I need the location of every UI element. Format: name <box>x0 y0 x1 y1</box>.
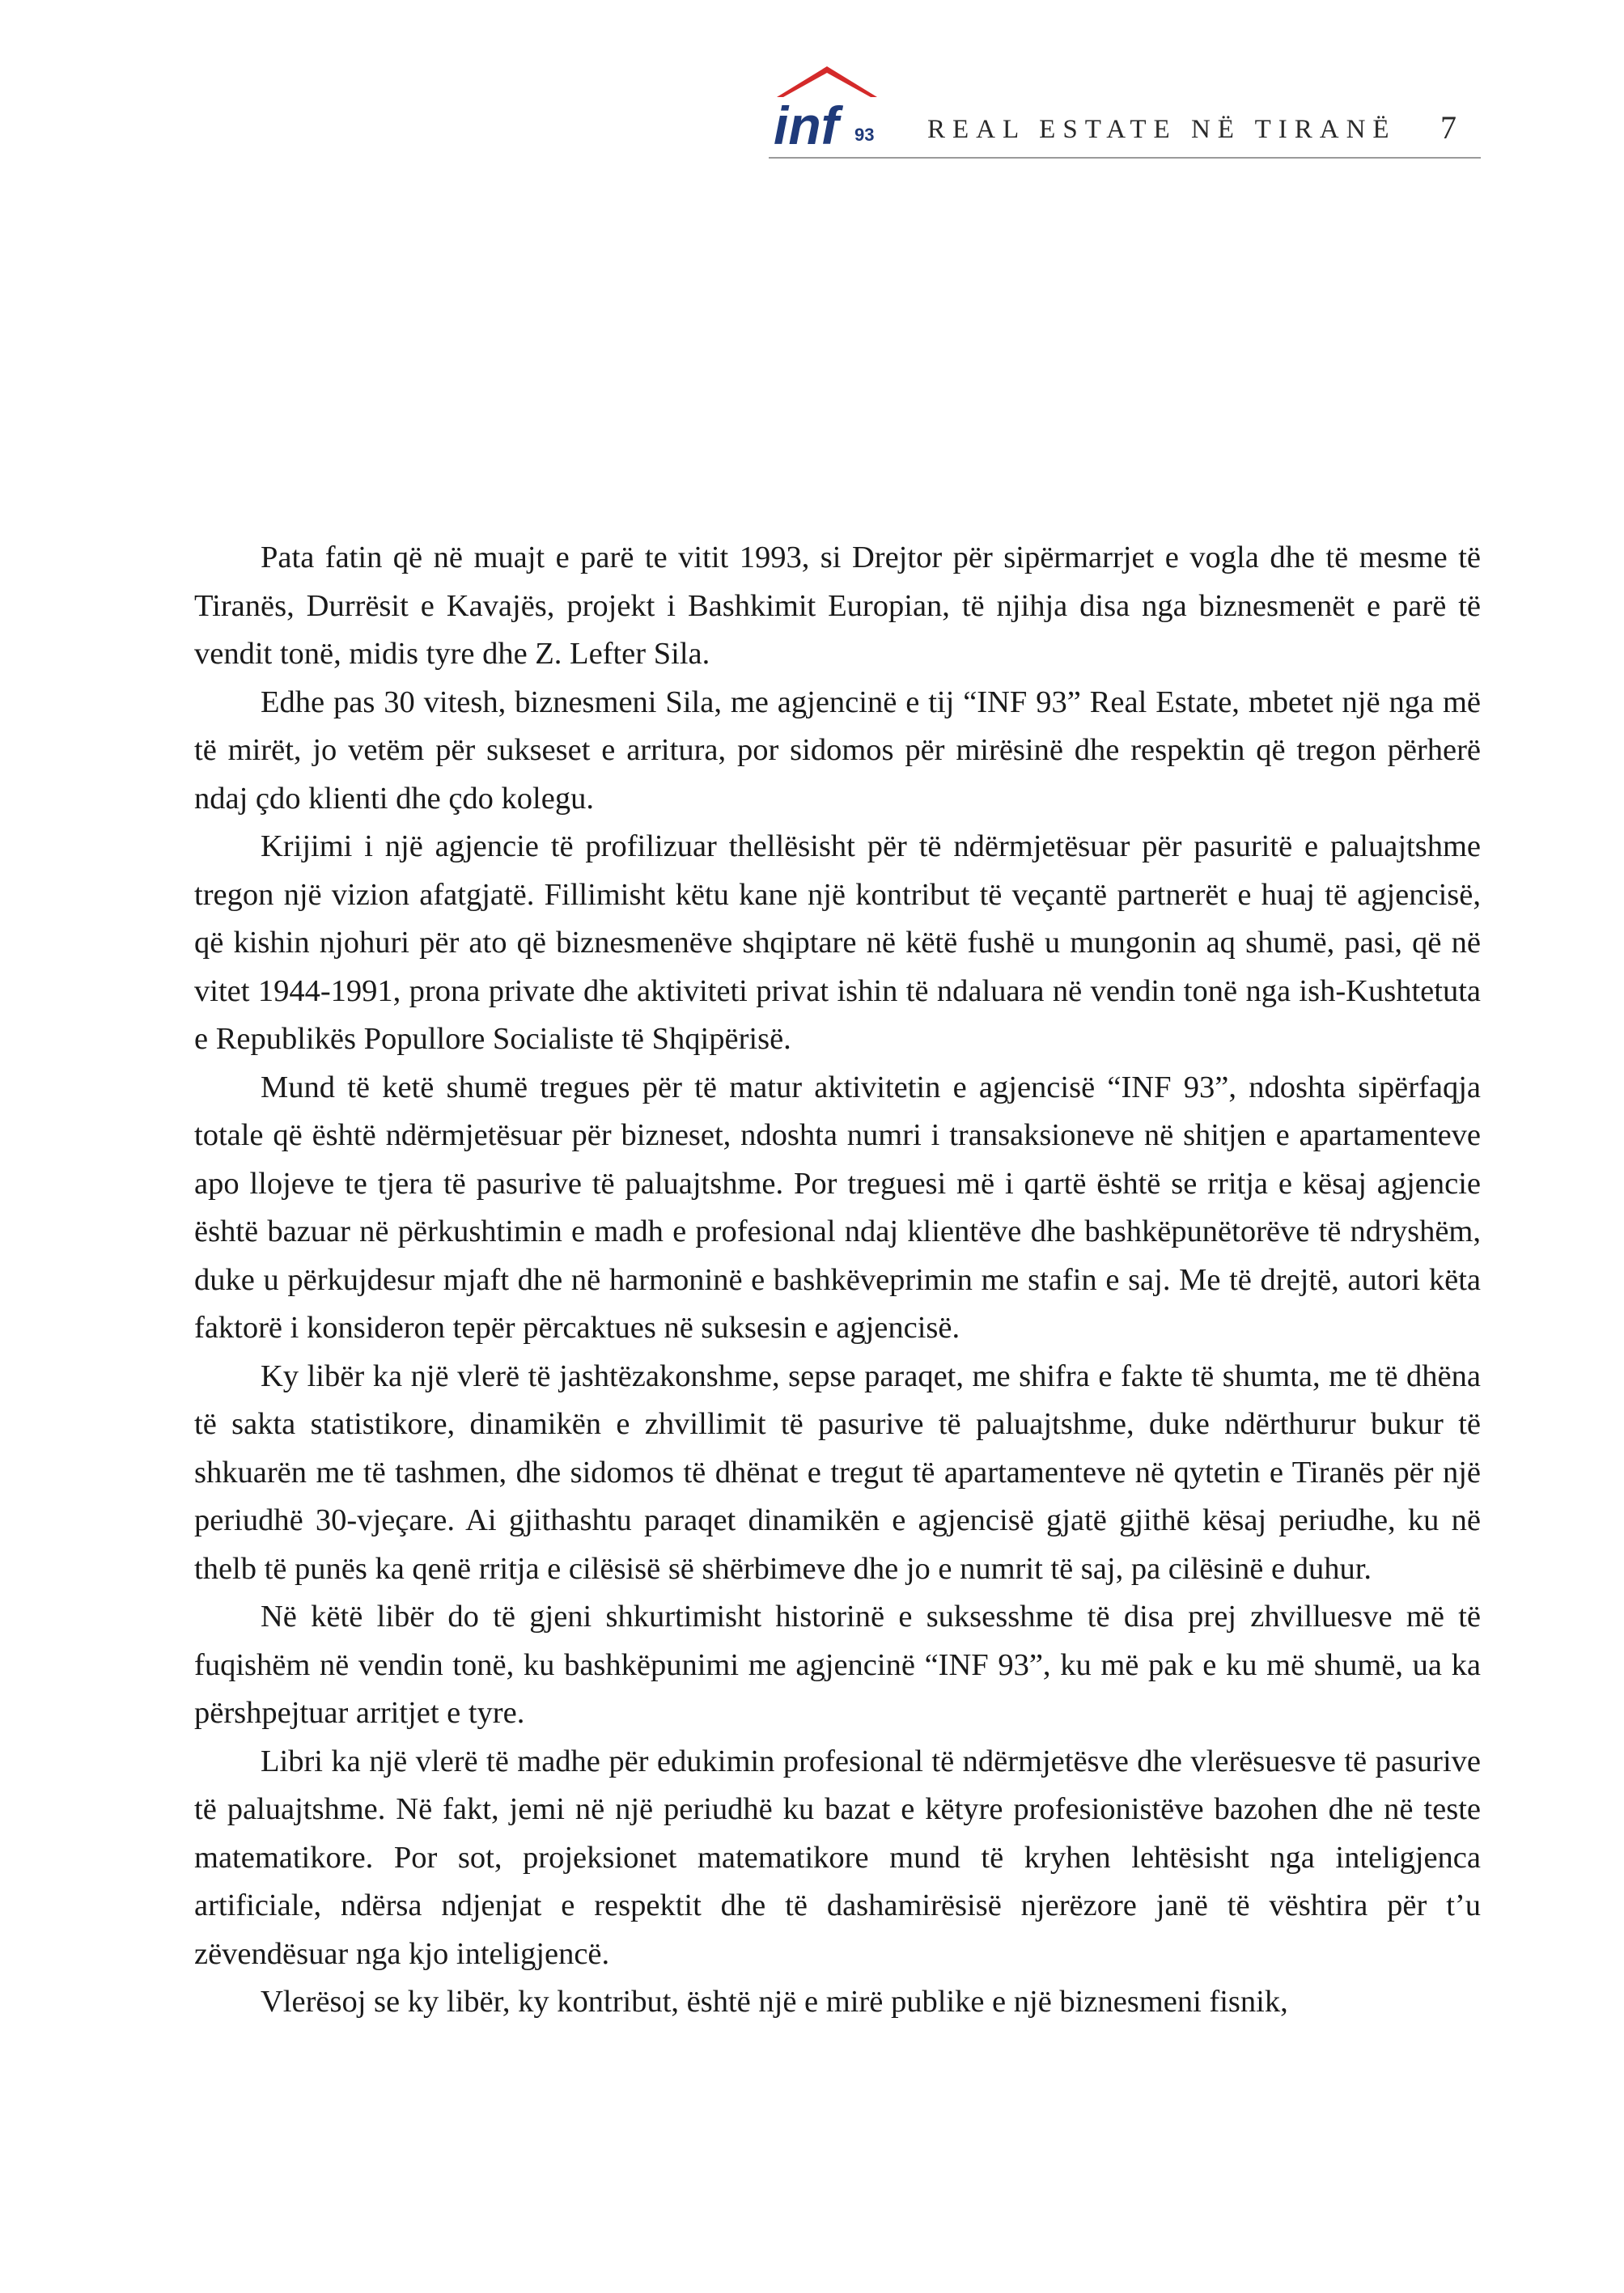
logo-number: 93 <box>854 125 875 145</box>
paragraph: Pata fatin që në muajt e parë te vitit 1993, si Drejtor për sipërmarrjet e vogla dhe të mesme të Tiranës, Durrësit e Kavajës, projekt i Bashkimit Europian, të njihja disa nga biznesmenët e parë të vendit tonë, midis tyre dhe Z. Lefter Sila. <box>194 540 1481 671</box>
paragraph: Krijimi i një agjencie të profilizuar thellësisht për të ndërmjetësuar për pasuritë e paluajtshme tregon një vizion afatgjatë. Fillimisht këtu kane një kontribut të veçantë partnerët e huaj të agjencisë, që kishin njohuri për ato që biznesmenëve shqiptare në këtë fushë u mungonin aq shumë, pasi, që në vitet 1944-1991, prona private dhe aktiviteti privat ishin të ndaluara në vendin tonë nga ish-Kushtetuta e Republikës Popullore Socialiste të Shqipërisë. <box>194 829 1481 1056</box>
paragraph: Libri ka një vlerë të madhe për edukimin profesional të ndërmjetësve dhe vlerësuesve të pasurive të paluajtshme. Në fakt, jemi në një periudhë ku bazat e këtyre profesionistëve bazohen dhe në teste matematikore. Por sot, projeksionet matematikore mund të kryhen lehtësisht nga inteligjenca artificiale, ndërsa ndjenjat e respektit dhe të dashamirësisë njerëzore janë të vështira për t’u zëvendësuar nga kjo inteligjencë. <box>194 1744 1481 1971</box>
paragraph: Edhe pas 30 vitesh, biznesmeni Sila, me agjencinë e tij “INF 93” Real Estate, mbetet një nga më të mirët, jo vetëm për sukseset e arritura, por sidomos për mirësinë dhe respektin që tregon përherë ndaj çdo klienti dhe çdo kolegu. <box>194 685 1481 816</box>
paragraph: Ky libër ka një vlerë të jashtëzakonshme, sepse paraqet, me shifra e fakte të shumta, me të dhëna të sakta statistikore, dinamikën e zhvillimit të pasurive të paluajtshme, duke ndërthurur bukur të shkuarën me të tashmen, dhe sidomos të dhënat e tregut të apartamenteve në qytetin e Tiranës për një periudhë 30-vjeçare. Ai gjithashtu paraqet dinamikën e agjencisë gjatë gjithë kësaj periudhe, ku në thelb të punës ka qenë rritja e cilësisë së shërbimeve dhe jo e numrit të saj, pa cilësinë e duhur. <box>194 1358 1481 1586</box>
running-title: REAL ESTATE NË TIRANË <box>927 115 1397 144</box>
body-text <box>194 534 1481 2027</box>
logo-wordmark: inf <box>774 95 839 152</box>
paragraph: Vlerësoj se ky libër, ky kontribut, është një e mirë publike e një biznesmeni fisnik, <box>261 1985 1288 2019</box>
page-number: 7 <box>1440 109 1457 146</box>
paragraph: Në këtë libër do të gjeni shkurtimisht historinë e suksesshme të disa prej zhvilluesve më të fuqishëm në vendin tonë, ku bashkëpunimi me agjencinë “INF 93”, ku më pak e ku më shumë, ua ka përshpejtuar arritjet e tyre. <box>194 1600 1481 1730</box>
page-header <box>769 57 1481 162</box>
paragraph: Mund të ketë shumë tregues për të matur aktivitetin e agjencisë “INF 93”, ndoshta sipërfaqja totale që është ndërmjetësuar për bizneset, ndoshta numri i transaksioneve në shitjen e apartamenteve apo llojeve te tjera të pasurive të paluajtshme. Por treguesi më i qartë është se rritja e kësaj agjencie është bazuar në përkushtimin e madh e profesional ndaj klientëve dhe bashkëpunëtorëve të ndryshëm, duke u përkujdesur mjaft dhe në harmoninë e bashkëveprimin me stafin e saj. Me të drejtë, autori këta faktorë i konsideron tepër përcaktues në suksesin e agjencisë. <box>194 1070 1481 1345</box>
inf93-logo <box>769 63 890 152</box>
header-divider <box>769 157 1481 159</box>
